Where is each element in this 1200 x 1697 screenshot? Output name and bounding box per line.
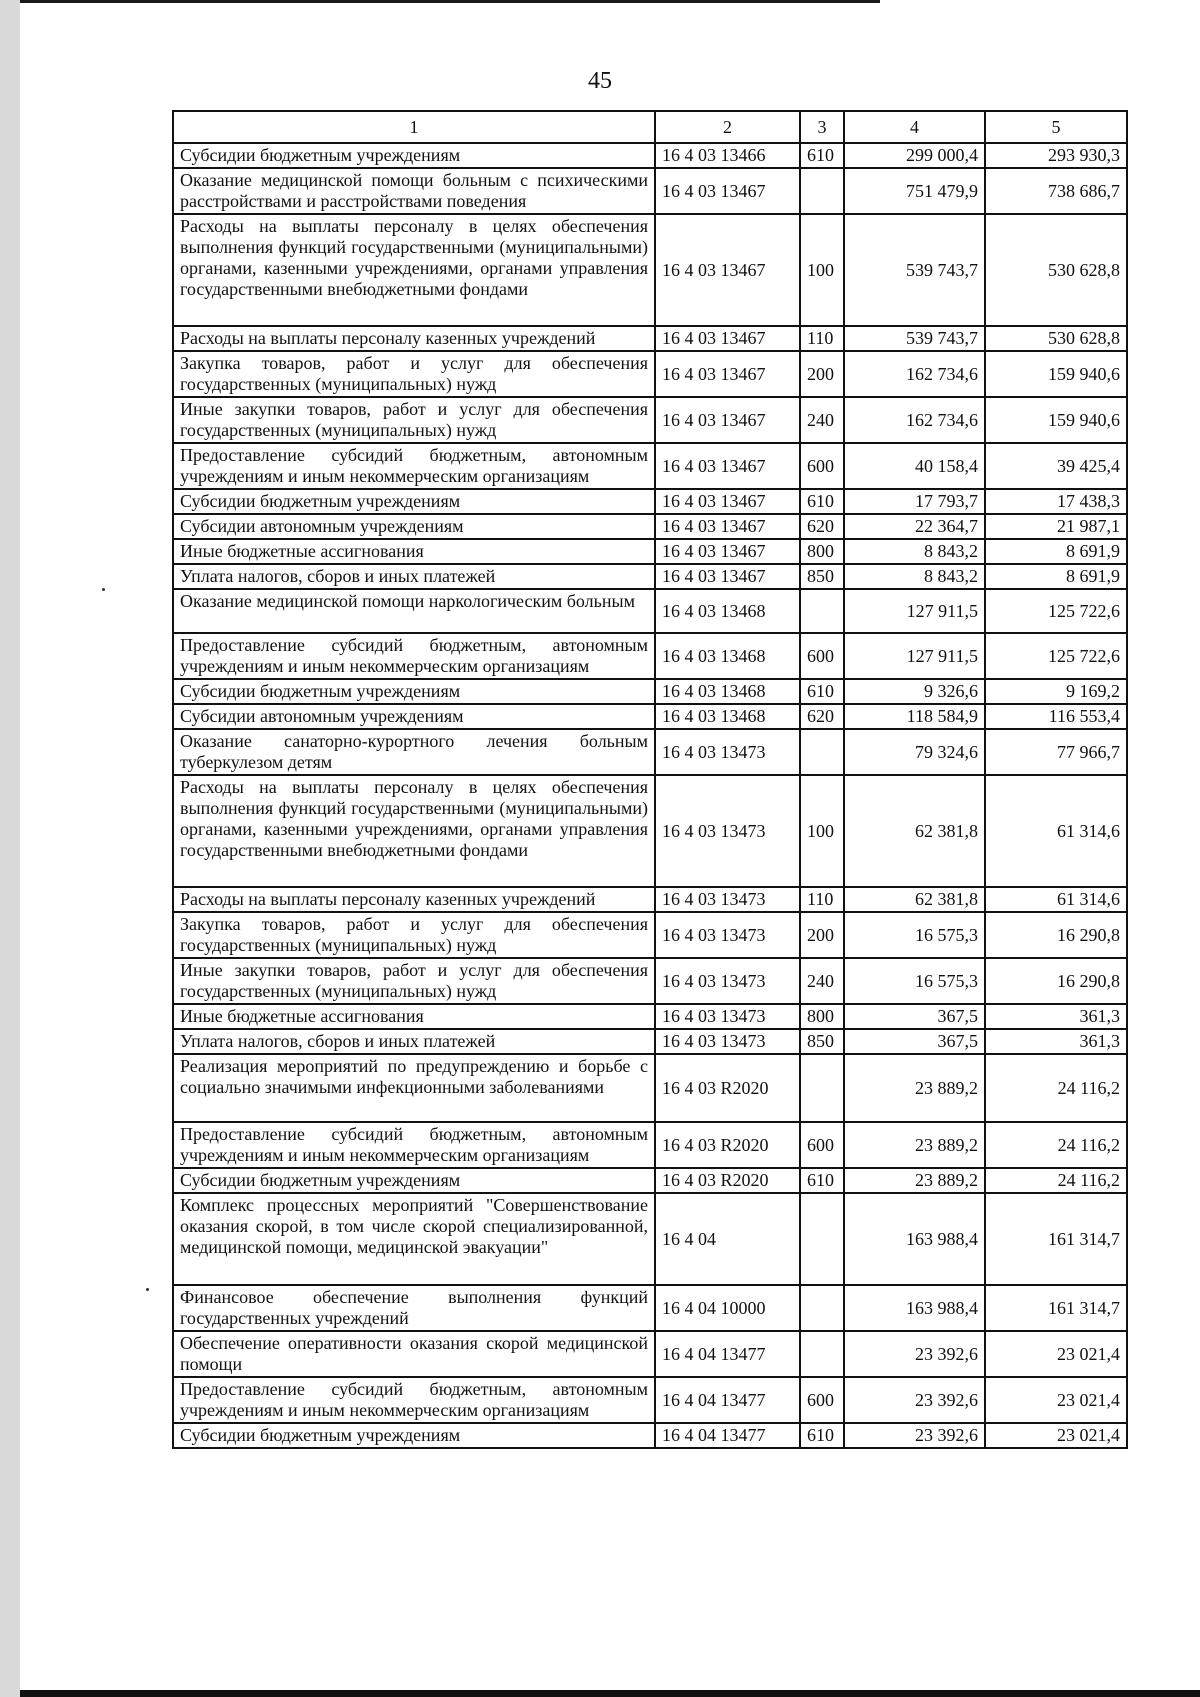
table-row <box>173 1331 1127 1377</box>
row-expense-type: 850 <box>800 564 844 589</box>
table-row <box>173 539 1127 564</box>
row-name: Оказание медицинской помощи больным с психическими расстройствами и расстройствами поведения <box>173 168 655 214</box>
row-expense-type: 600 <box>800 443 844 489</box>
table-body <box>173 143 1127 1448</box>
row-amount-year-1: 23 392,6 <box>844 1331 985 1377</box>
table-row <box>173 958 1127 1004</box>
row-code: 16 4 03 13467 <box>655 214 800 326</box>
row-amount-year-2: 530 628,8 <box>985 326 1127 351</box>
row-code: 16 4 03 R2020 <box>655 1122 800 1168</box>
row-name: Предоставление субсидий бюджетным, автономным учреждениям и иным некоммерческим организациям <box>173 1377 655 1423</box>
row-amount-year-1: 23 889,2 <box>844 1168 985 1193</box>
row-expense-type: 600 <box>800 1377 844 1423</box>
table-row <box>173 1285 1127 1331</box>
row-amount-year-1: 127 911,5 <box>844 589 985 633</box>
table-row <box>173 704 1127 729</box>
row-code: 16 4 03 13473 <box>655 958 800 1004</box>
table-row <box>173 514 1127 539</box>
table-row <box>173 168 1127 214</box>
row-expense-type: 800 <box>800 1004 844 1029</box>
row-code: 16 4 03 13467 <box>655 397 800 443</box>
scan-edge-bottom <box>20 1690 1200 1697</box>
row-code: 16 4 03 R2020 <box>655 1054 800 1122</box>
header-col-4: 4 <box>844 111 985 143</box>
row-amount-year-1: 16 575,3 <box>844 912 985 958</box>
row-name: Субсидии бюджетным учреждениям <box>173 679 655 704</box>
row-expense-type: 110 <box>800 887 844 912</box>
row-amount-year-1: 539 743,7 <box>844 326 985 351</box>
row-code: 16 4 03 13467 <box>655 443 800 489</box>
row-code: 16 4 03 13468 <box>655 679 800 704</box>
row-code: 16 4 03 13473 <box>655 729 800 775</box>
row-name: Финансовое обеспечение выполнения функций государственных учреждений <box>173 1285 655 1331</box>
row-amount-year-2: 161 314,7 <box>985 1193 1127 1285</box>
row-code: 16 4 03 13467 <box>655 351 800 397</box>
row-amount-year-1: 23 889,2 <box>844 1054 985 1122</box>
row-code: 16 4 03 13467 <box>655 326 800 351</box>
row-amount-year-1: 16 575,3 <box>844 958 985 1004</box>
row-code: 16 4 04 13477 <box>655 1377 800 1423</box>
row-amount-year-2: 77 966,7 <box>985 729 1127 775</box>
row-code: 16 4 04 13477 <box>655 1423 800 1448</box>
row-expense-type: 600 <box>800 633 844 679</box>
row-amount-year-1: 8 843,2 <box>844 539 985 564</box>
row-expense-type <box>800 1054 844 1122</box>
row-amount-year-2: 61 314,6 <box>985 775 1127 887</box>
row-code: 16 4 03 13473 <box>655 1029 800 1054</box>
row-expense-type: 610 <box>800 679 844 704</box>
table-row <box>173 912 1127 958</box>
table-row <box>173 1004 1127 1029</box>
row-name: Иные бюджетные ассигнования <box>173 1004 655 1029</box>
row-name: Расходы на выплаты персоналу в целях обеспечения выполнения функций государственными (муниципальными) органами, казенными учреждениями, органами управления государственными внебюджетными фондами <box>173 214 655 326</box>
table-row <box>173 564 1127 589</box>
row-expense-type: 620 <box>800 704 844 729</box>
row-code: 16 4 03 13473 <box>655 1004 800 1029</box>
row-amount-year-2: 9 169,2 <box>985 679 1127 704</box>
table-row <box>173 1168 1127 1193</box>
row-expense-type: 800 <box>800 539 844 564</box>
row-expense-type: 850 <box>800 1029 844 1054</box>
row-amount-year-2: 125 722,6 <box>985 589 1127 633</box>
row-amount-year-2: 24 116,2 <box>985 1122 1127 1168</box>
row-expense-type <box>800 1331 844 1377</box>
row-amount-year-1: 539 743,7 <box>844 214 985 326</box>
row-code: 16 4 04 10000 <box>655 1285 800 1331</box>
table-row <box>173 887 1127 912</box>
table-row <box>173 1122 1127 1168</box>
row-amount-year-2: 738 686,7 <box>985 168 1127 214</box>
table-header-row <box>173 111 1127 143</box>
row-amount-year-2: 39 425,4 <box>985 443 1127 489</box>
row-code: 16 4 03 13473 <box>655 887 800 912</box>
row-amount-year-2: 16 290,8 <box>985 912 1127 958</box>
row-name: Предоставление субсидий бюджетным, автономным учреждениям и иным некоммерческим организациям <box>173 1122 655 1168</box>
row-code: 16 4 03 13467 <box>655 564 800 589</box>
row-expense-type: 240 <box>800 397 844 443</box>
row-expense-type: 620 <box>800 514 844 539</box>
table-row <box>173 1054 1127 1122</box>
table-row <box>173 1193 1127 1285</box>
table-row <box>173 214 1127 326</box>
table-row <box>173 729 1127 775</box>
row-expense-type <box>800 589 844 633</box>
row-code: 16 4 03 13468 <box>655 589 800 633</box>
row-amount-year-1: 62 381,8 <box>844 775 985 887</box>
row-name: Субсидии бюджетным учреждениям <box>173 143 655 168</box>
row-amount-year-1: 367,5 <box>844 1029 985 1054</box>
row-expense-type: 610 <box>800 143 844 168</box>
row-expense-type: 610 <box>800 1168 844 1193</box>
row-name: Уплата налогов, сборов и иных платежей <box>173 564 655 589</box>
row-expense-type <box>800 168 844 214</box>
row-name: Уплата налогов, сборов и иных платежей <box>173 1029 655 1054</box>
row-name: Субсидии бюджетным учреждениям <box>173 489 655 514</box>
row-amount-year-1: 162 734,6 <box>844 397 985 443</box>
row-amount-year-1: 23 889,2 <box>844 1122 985 1168</box>
row-amount-year-2: 8 691,9 <box>985 564 1127 589</box>
row-expense-type: 240 <box>800 958 844 1004</box>
row-amount-year-1: 367,5 <box>844 1004 985 1029</box>
row-amount-year-1: 118 584,9 <box>844 704 985 729</box>
row-name: Субсидии автономным учреждениям <box>173 514 655 539</box>
row-amount-year-1: 8 843,2 <box>844 564 985 589</box>
header-col-3: 3 <box>800 111 844 143</box>
row-amount-year-1: 163 988,4 <box>844 1193 985 1285</box>
row-name: Субсидии бюджетным учреждениям <box>173 1423 655 1448</box>
row-expense-type: 110 <box>800 326 844 351</box>
row-code: 16 4 03 13467 <box>655 539 800 564</box>
row-name: Иные закупки товаров, работ и услуг для обеспечения государственных (муниципальных) нужд <box>173 397 655 443</box>
row-expense-type: 610 <box>800 489 844 514</box>
row-amount-year-1: 17 793,7 <box>844 489 985 514</box>
table-row <box>173 1423 1127 1448</box>
row-code: 16 4 03 13473 <box>655 912 800 958</box>
row-amount-year-2: 116 553,4 <box>985 704 1127 729</box>
table-row <box>173 351 1127 397</box>
row-expense-type <box>800 1193 844 1285</box>
row-expense-type: 610 <box>800 1423 844 1448</box>
row-name: Комплекс процессных мероприятий "Совершенствование оказания скорой, в том числе скорой специализированной, медицинской помощи, медицинской эвакуации" <box>173 1193 655 1285</box>
row-amount-year-2: 17 438,3 <box>985 489 1127 514</box>
row-expense-type: 100 <box>800 214 844 326</box>
row-amount-year-1: 162 734,6 <box>844 351 985 397</box>
table-row <box>173 679 1127 704</box>
row-name: Иные закупки товаров, работ и услуг для обеспечения государственных (муниципальных) нужд <box>173 958 655 1004</box>
row-amount-year-2: 23 021,4 <box>985 1331 1127 1377</box>
table-row <box>173 1377 1127 1423</box>
table-row <box>173 489 1127 514</box>
row-amount-year-1: 62 381,8 <box>844 887 985 912</box>
table-row <box>173 143 1127 168</box>
row-expense-type: 200 <box>800 351 844 397</box>
row-amount-year-2: 24 116,2 <box>985 1054 1127 1122</box>
row-amount-year-2: 361,3 <box>985 1029 1127 1054</box>
row-name: Оказание санаторно-курортного лечения больным туберкулезом детям <box>173 729 655 775</box>
row-amount-year-2: 61 314,6 <box>985 887 1127 912</box>
row-code: 16 4 03 13467 <box>655 168 800 214</box>
row-amount-year-2: 23 021,4 <box>985 1423 1127 1448</box>
row-amount-year-1: 23 392,6 <box>844 1423 985 1448</box>
budget-table <box>172 110 1128 1449</box>
row-amount-year-2: 16 290,8 <box>985 958 1127 1004</box>
row-amount-year-1: 127 911,5 <box>844 633 985 679</box>
row-name: Реализация мероприятий по предупреждению и борьбе с социально значимыми инфекционными заболеваниями <box>173 1054 655 1122</box>
row-name: Субсидии автономным учреждениям <box>173 704 655 729</box>
row-amount-year-2: 159 940,6 <box>985 351 1127 397</box>
row-amount-year-2: 159 940,6 <box>985 397 1127 443</box>
row-amount-year-2: 8 691,9 <box>985 539 1127 564</box>
row-name: Закупка товаров, работ и услуг для обеспечения государственных (муниципальных) нужд <box>173 912 655 958</box>
row-name: Расходы на выплаты персоналу казенных учреждений <box>173 887 655 912</box>
row-code: 16 4 04 <box>655 1193 800 1285</box>
table-row <box>173 397 1127 443</box>
row-name: Закупка товаров, работ и услуг для обеспечения государственных (муниципальных) нужд <box>173 351 655 397</box>
row-amount-year-2: 21 987,1 <box>985 514 1127 539</box>
row-amount-year-2: 125 722,6 <box>985 633 1127 679</box>
row-amount-year-1: 40 158,4 <box>844 443 985 489</box>
row-expense-type: 200 <box>800 912 844 958</box>
scan-edge-left <box>0 0 20 1697</box>
row-amount-year-1: 9 326,6 <box>844 679 985 704</box>
table-row <box>173 633 1127 679</box>
table-row <box>173 775 1127 887</box>
row-amount-year-1: 299 000,4 <box>844 143 985 168</box>
scan-speck <box>146 1288 149 1291</box>
row-amount-year-1: 751 479,9 <box>844 168 985 214</box>
row-amount-year-1: 22 364,7 <box>844 514 985 539</box>
table-row <box>173 589 1127 633</box>
row-name: Оказание медицинской помощи наркологическим больным <box>173 589 655 633</box>
row-expense-type: 100 <box>800 775 844 887</box>
row-code: 16 4 04 13477 <box>655 1331 800 1377</box>
page-number: 45 <box>588 68 612 94</box>
row-code: 16 4 03 13467 <box>655 514 800 539</box>
row-amount-year-1: 163 988,4 <box>844 1285 985 1331</box>
row-name: Предоставление субсидий бюджетным, автономным учреждениям и иным некоммерческим организациям <box>173 633 655 679</box>
row-amount-year-2: 530 628,8 <box>985 214 1127 326</box>
header-col-5: 5 <box>985 111 1127 143</box>
row-amount-year-1: 79 324,6 <box>844 729 985 775</box>
row-name: Предоставление субсидий бюджетным, автономным учреждениям и иным некоммерческим организациям <box>173 443 655 489</box>
row-code: 16 4 03 13466 <box>655 143 800 168</box>
table-row <box>173 443 1127 489</box>
row-name: Обеспечение оперативности оказания скорой медицинской помощи <box>173 1331 655 1377</box>
row-name: Расходы на выплаты персоналу в целях обеспечения выполнения функций государственными (муниципальными) органами, казенными учреждениями, органами управления государственными внебюджетными фондами <box>173 775 655 887</box>
row-name: Расходы на выплаты персоналу казенных учреждений <box>173 326 655 351</box>
scan-speck <box>102 588 105 591</box>
row-amount-year-1: 23 392,6 <box>844 1377 985 1423</box>
scan-edge-top <box>0 0 880 3</box>
row-expense-type: 600 <box>800 1122 844 1168</box>
row-amount-year-2: 161 314,7 <box>985 1285 1127 1331</box>
row-amount-year-2: 23 021,4 <box>985 1377 1127 1423</box>
header-col-1: 1 <box>173 111 655 143</box>
row-name: Иные бюджетные ассигнования <box>173 539 655 564</box>
row-code: 16 4 03 13468 <box>655 633 800 679</box>
row-code: 16 4 03 R2020 <box>655 1168 800 1193</box>
header-col-2: 2 <box>655 111 800 143</box>
row-expense-type <box>800 729 844 775</box>
table-row <box>173 326 1127 351</box>
row-code: 16 4 03 13467 <box>655 489 800 514</box>
row-amount-year-2: 361,3 <box>985 1004 1127 1029</box>
row-code: 16 4 03 13468 <box>655 704 800 729</box>
row-code: 16 4 03 13473 <box>655 775 800 887</box>
row-expense-type <box>800 1285 844 1331</box>
row-amount-year-2: 24 116,2 <box>985 1168 1127 1193</box>
row-amount-year-2: 293 930,3 <box>985 143 1127 168</box>
row-name: Субсидии бюджетным учреждениям <box>173 1168 655 1193</box>
table-row <box>173 1029 1127 1054</box>
